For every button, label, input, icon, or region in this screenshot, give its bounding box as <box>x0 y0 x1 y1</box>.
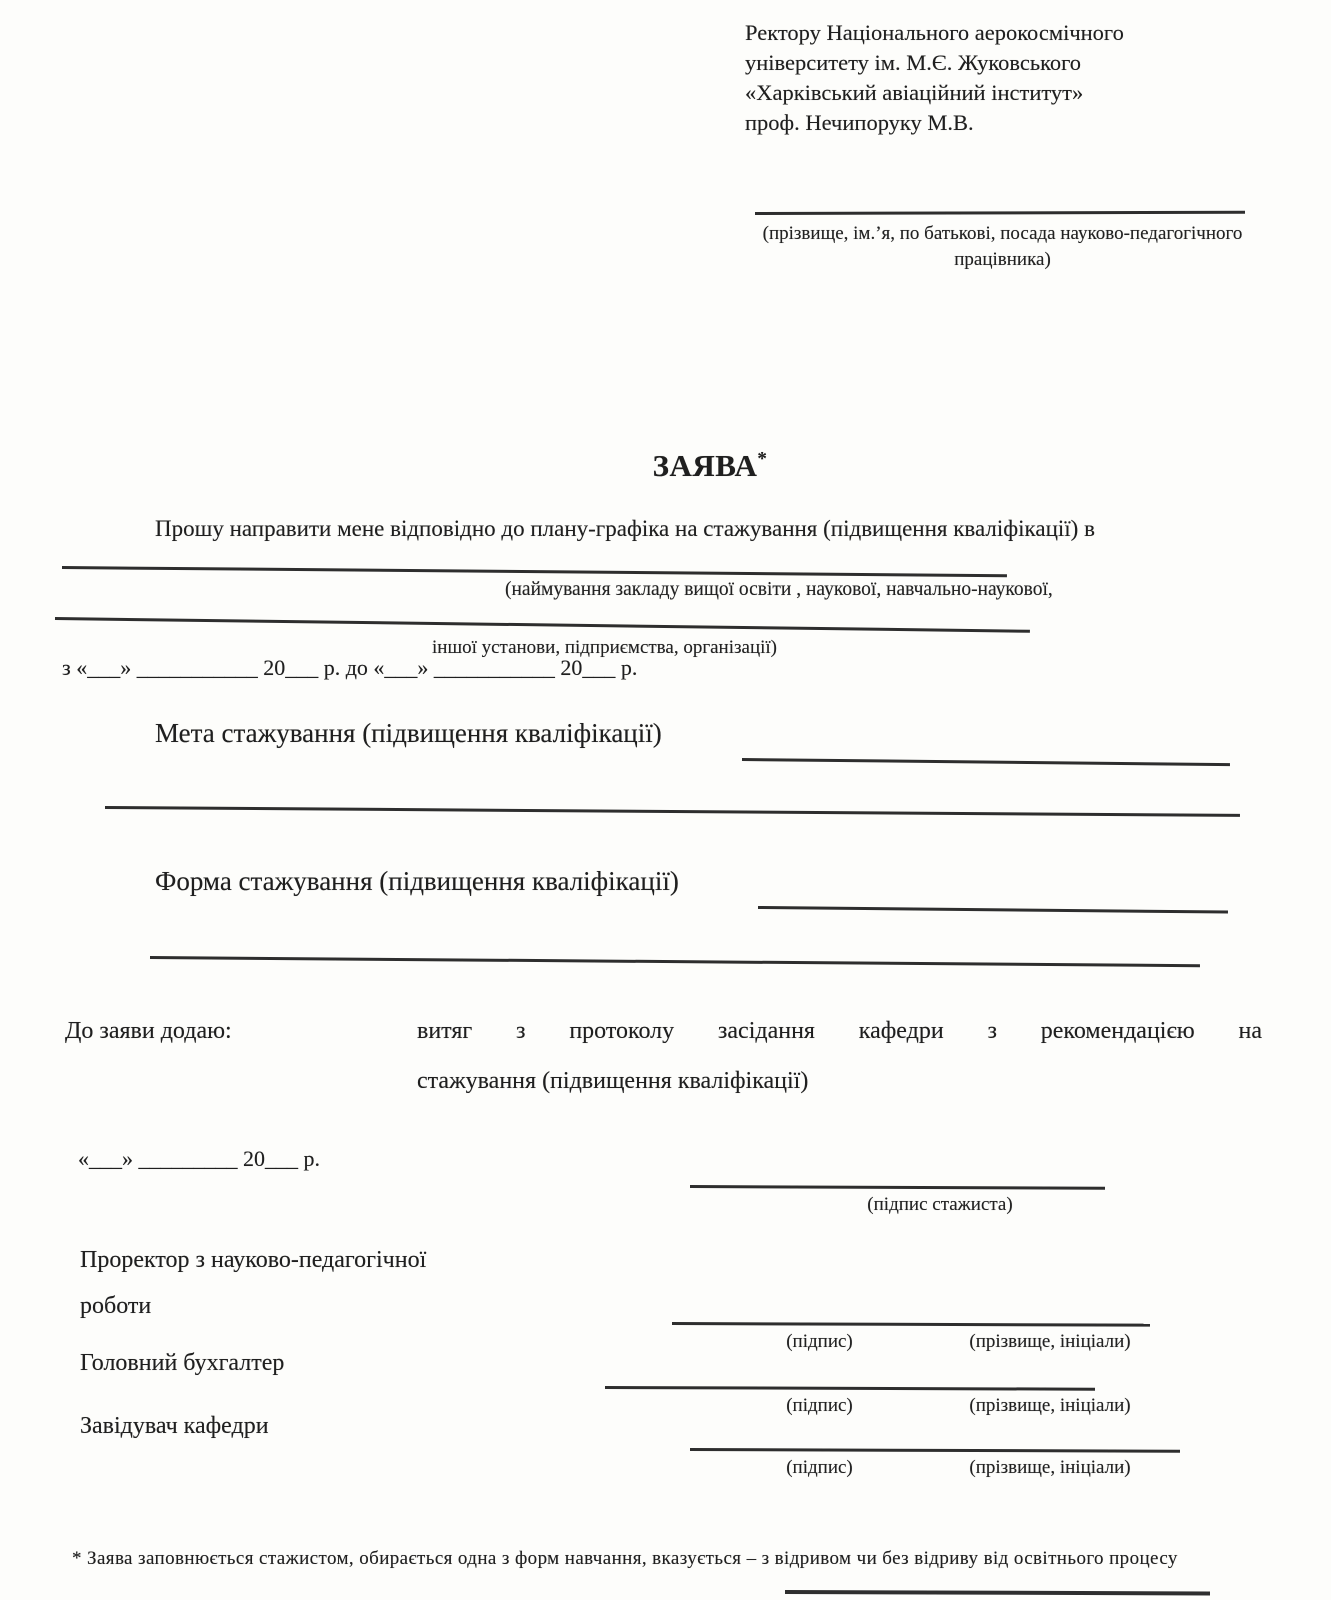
footnote-text: * Заява заповнюється стажистом, обирається одна з форм навчання, вказується – з відривом чи без відриву від освітнього процесу <box>72 1548 1178 1569</box>
trainee-signature-caption: (підпис стажиста) <box>867 1194 1013 1215</box>
recipient-caption-line-1: (прізвище, ім.’я, по батькові, посада науково-педагогічного <box>762 223 1243 244</box>
recipient-address <box>745 18 1225 138</box>
signature-line-2 <box>605 1386 1095 1391</box>
purpose-fill-line <box>742 758 1230 766</box>
institution-fill-line-2 <box>55 617 1030 633</box>
ruled-line-2 <box>150 956 1200 967</box>
form-label: Форма стажування (підвищення кваліфікації) <box>155 866 679 896</box>
title-footnote-mark: * <box>757 448 768 470</box>
name-caption-2: (прізвище, ініціали) <box>969 1395 1131 1416</box>
signer-label-vice-rector: Проректор з науково-педагогічної роботи <box>80 1247 427 1319</box>
request-paragraph: Прошу направити мене відповідно до плану-графіка на стажування (підвищення кваліфікації) в <box>155 516 1095 541</box>
attachments-label: До заяви додаю: <box>65 1018 232 1044</box>
recipient-caption <box>720 221 1285 272</box>
trainee-signature-line <box>690 1185 1105 1189</box>
signer-label-department-head: Завідувач кафедри <box>80 1413 269 1439</box>
ruled-line-1 <box>105 806 1240 817</box>
signer-label-chief-accountant: Головний бухгалтер <box>80 1350 285 1376</box>
recipient-caption-line-2: працівника) <box>954 248 1051 270</box>
recipient-line: проф. Нечипоруку М.В. <box>745 109 974 135</box>
institution-fill-line-1 <box>62 566 1007 577</box>
recipient-line: університету ім. М.Є. Жуковського <box>745 49 1082 75</box>
attachment-text-line-1: витяг з протоколу засідання кафедри з рекомендацією на <box>417 1018 1262 1044</box>
applicant-name-fill-line <box>755 211 1245 215</box>
recipient-line: «Харківський авіаційний інститут» <box>745 79 1084 105</box>
attachment-text-line-2: стажування (підвищення кваліфікації) <box>417 1068 809 1094</box>
sign-caption-2: (підпис) <box>786 1395 853 1416</box>
document-title-text: ЗАЯВА <box>652 448 758 483</box>
period-fill-line: з «___» ___________ 20___ р. до «___» ___________ 20___ р. <box>62 655 638 680</box>
signature-line-3 <box>690 1448 1180 1453</box>
form-fill-line <box>758 906 1228 914</box>
bottom-ruled-line <box>785 1590 1210 1595</box>
signature-line-1 <box>672 1322 1150 1327</box>
document-title <box>560 448 860 484</box>
institution-caption-1: (наймування закладу вищої освіти , наукової, навчально-наукової, <box>505 579 1053 600</box>
name-caption-3: (прізвище, ініціали) <box>969 1457 1131 1478</box>
date-fill-line: «___» _________ 20___ р. <box>78 1146 320 1171</box>
purpose-label: Мета стажування (підвищення кваліфікації) <box>155 718 662 748</box>
sign-caption-1: (підпис) <box>786 1331 853 1352</box>
name-caption-1: (прізвище, ініціали) <box>969 1331 1131 1352</box>
sign-caption-3: (підпис) <box>786 1457 853 1478</box>
recipient-line: Ректору Національного аерокосмічного <box>745 20 1124 45</box>
institution-caption-2: іншої установи, підприємства, організації) <box>432 637 777 658</box>
